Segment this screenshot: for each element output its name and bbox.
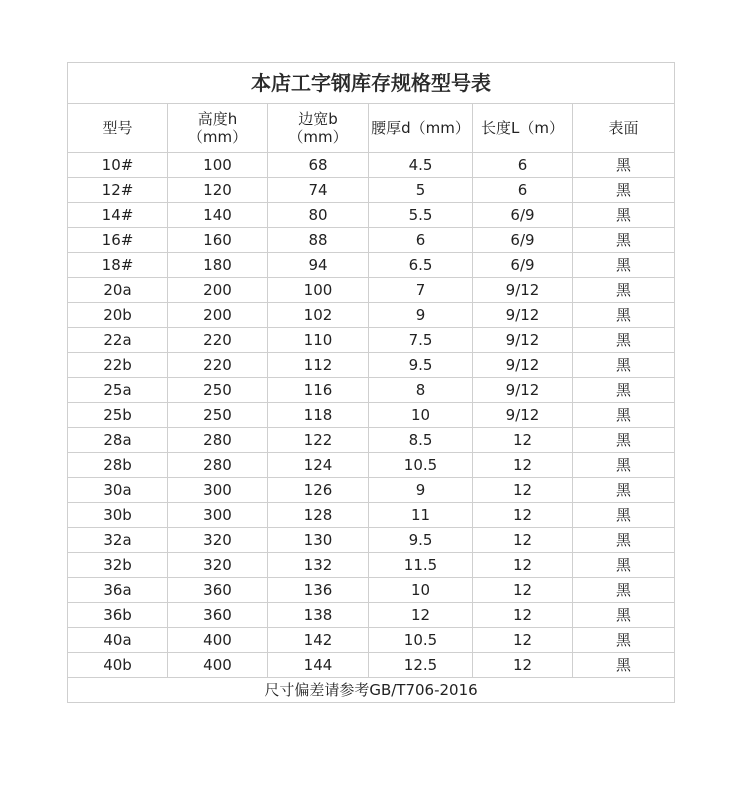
table-row — [68, 178, 675, 203]
cell-web-thickness: 9.5 — [369, 528, 473, 553]
cell-surface: 黑 — [573, 328, 675, 353]
cell-model: 32a — [68, 528, 168, 553]
cell-height: 140 — [168, 203, 268, 228]
cell-web-thickness: 8 — [369, 378, 473, 403]
cell-model: 40a — [68, 628, 168, 653]
table-row — [68, 378, 675, 403]
table-row — [68, 578, 675, 603]
table-row — [68, 353, 675, 378]
cell-model: 14# — [68, 203, 168, 228]
cell-surface: 黑 — [573, 553, 675, 578]
cell-surface: 黑 — [573, 428, 675, 453]
cell-model: 30a — [68, 478, 168, 503]
cell-flange-width: 112 — [268, 353, 369, 378]
cell-length: 9/12 — [473, 378, 573, 403]
cell-flange-width: 122 — [268, 428, 369, 453]
cell-web-thickness: 10.5 — [369, 628, 473, 653]
table-title: 本店工字钢库存规格型号表 — [68, 63, 675, 104]
header-surface-label: 表面 — [608, 119, 639, 137]
cell-length: 12 — [473, 603, 573, 628]
cell-flange-width: 116 — [268, 378, 369, 403]
cell-flange-width: 136 — [268, 578, 369, 603]
cell-length: 12 — [473, 528, 573, 553]
cell-model: 36a — [68, 578, 168, 603]
cell-web-thickness: 6 — [369, 228, 473, 253]
cell-flange-width: 142 — [268, 628, 369, 653]
cell-height: 250 — [168, 378, 268, 403]
table-row — [68, 503, 675, 528]
cell-surface: 黑 — [573, 353, 675, 378]
cell-height: 220 — [168, 328, 268, 353]
table-row — [68, 303, 675, 328]
cell-model: 20b — [68, 303, 168, 328]
cell-web-thickness: 12 — [369, 603, 473, 628]
table-row — [68, 328, 675, 353]
cell-model: 32b — [68, 553, 168, 578]
cell-length: 9/12 — [473, 328, 573, 353]
cell-model: 12# — [68, 178, 168, 203]
cell-web-thickness: 10 — [369, 403, 473, 428]
cell-web-thickness: 5.5 — [369, 203, 473, 228]
header-height-unit: （mm） — [187, 128, 248, 146]
header-model — [68, 104, 168, 153]
table-row — [68, 453, 675, 478]
cell-model: 10# — [68, 153, 168, 178]
cell-model: 36b — [68, 603, 168, 628]
header-model-label: 型号 — [102, 119, 133, 137]
cell-length: 12 — [473, 628, 573, 653]
cell-length: 12 — [473, 553, 573, 578]
cell-flange-width: 118 — [268, 403, 369, 428]
cell-length: 12 — [473, 578, 573, 603]
header-web-thickness-label: 腰厚d（mm） — [371, 119, 470, 137]
cell-surface: 黑 — [573, 478, 675, 503]
header-web-thickness — [369, 104, 473, 153]
cell-flange-width: 132 — [268, 553, 369, 578]
cell-flange-width: 94 — [268, 253, 369, 278]
cell-length: 6/9 — [473, 253, 573, 278]
cell-length: 12 — [473, 428, 573, 453]
cell-flange-width: 130 — [268, 528, 369, 553]
cell-height: 320 — [168, 553, 268, 578]
cell-height: 360 — [168, 603, 268, 628]
cell-model: 22b — [68, 353, 168, 378]
cell-surface: 黑 — [573, 278, 675, 303]
cell-surface: 黑 — [573, 228, 675, 253]
cell-web-thickness: 11 — [369, 503, 473, 528]
cell-length: 9/12 — [473, 303, 573, 328]
cell-web-thickness: 4.5 — [369, 153, 473, 178]
cell-length: 12 — [473, 503, 573, 528]
cell-flange-width: 102 — [268, 303, 369, 328]
cell-surface: 黑 — [573, 403, 675, 428]
cell-surface: 黑 — [573, 153, 675, 178]
table-row — [68, 628, 675, 653]
cell-flange-width: 110 — [268, 328, 369, 353]
header-flange-width-label: 边宽b — [298, 110, 338, 128]
cell-flange-width: 128 — [268, 503, 369, 528]
cell-height: 100 — [168, 153, 268, 178]
cell-height: 300 — [168, 503, 268, 528]
cell-length: 6/9 — [473, 203, 573, 228]
cell-web-thickness: 7.5 — [369, 328, 473, 353]
cell-flange-width: 126 — [268, 478, 369, 503]
cell-height: 280 — [168, 453, 268, 478]
cell-web-thickness: 9 — [369, 478, 473, 503]
cell-height: 320 — [168, 528, 268, 553]
header-flange-width-unit: （mm） — [288, 128, 348, 146]
cell-model: 28a — [68, 428, 168, 453]
cell-model: 28b — [68, 453, 168, 478]
header-length-label: 长度L（m） — [481, 119, 564, 137]
table-row — [68, 253, 675, 278]
cell-model: 30b — [68, 503, 168, 528]
cell-height: 360 — [168, 578, 268, 603]
table-row — [68, 278, 675, 303]
cell-height: 180 — [168, 253, 268, 278]
table-row — [68, 553, 675, 578]
cell-length: 6 — [473, 153, 573, 178]
header-height — [168, 104, 268, 153]
cell-flange-width: 100 — [268, 278, 369, 303]
cell-model: 18# — [68, 253, 168, 278]
cell-surface: 黑 — [573, 503, 675, 528]
cell-surface: 黑 — [573, 303, 675, 328]
cell-surface: 黑 — [573, 178, 675, 203]
table-row — [68, 528, 675, 553]
cell-flange-width: 138 — [268, 603, 369, 628]
cell-web-thickness: 5 — [369, 178, 473, 203]
spec-table — [67, 62, 675, 703]
cell-length: 12 — [473, 478, 573, 503]
cell-web-thickness: 9.5 — [369, 353, 473, 378]
table-row — [68, 403, 675, 428]
cell-surface: 黑 — [573, 603, 675, 628]
cell-model: 16# — [68, 228, 168, 253]
cell-height: 250 — [168, 403, 268, 428]
cell-flange-width: 74 — [268, 178, 369, 203]
header-flange-width — [268, 104, 369, 153]
header-row — [68, 104, 675, 153]
cell-web-thickness: 11.5 — [369, 553, 473, 578]
cell-surface: 黑 — [573, 203, 675, 228]
cell-web-thickness: 7 — [369, 278, 473, 303]
cell-surface: 黑 — [573, 628, 675, 653]
cell-web-thickness: 6.5 — [369, 253, 473, 278]
footer-row — [68, 678, 675, 703]
cell-web-thickness: 10.5 — [369, 453, 473, 478]
cell-flange-width: 80 — [268, 203, 369, 228]
cell-length: 9/12 — [473, 278, 573, 303]
header-length — [473, 104, 573, 153]
cell-flange-width: 144 — [268, 653, 369, 678]
cell-web-thickness: 10 — [369, 578, 473, 603]
cell-surface: 黑 — [573, 653, 675, 678]
header-surface — [573, 104, 675, 153]
cell-surface: 黑 — [573, 378, 675, 403]
cell-length: 12 — [473, 453, 573, 478]
table-body — [68, 153, 675, 678]
cell-flange-width: 88 — [268, 228, 369, 253]
cell-web-thickness: 8.5 — [369, 428, 473, 453]
cell-length: 9/12 — [473, 403, 573, 428]
cell-length: 6/9 — [473, 228, 573, 253]
table-row — [68, 653, 675, 678]
cell-height: 200 — [168, 303, 268, 328]
cell-height: 160 — [168, 228, 268, 253]
cell-height: 220 — [168, 353, 268, 378]
cell-length: 9/12 — [473, 353, 573, 378]
cell-height: 300 — [168, 478, 268, 503]
table-row — [68, 203, 675, 228]
cell-surface: 黑 — [573, 528, 675, 553]
cell-length: 12 — [473, 653, 573, 678]
cell-model: 40b — [68, 653, 168, 678]
cell-height: 400 — [168, 653, 268, 678]
cell-height: 200 — [168, 278, 268, 303]
cell-web-thickness: 12.5 — [369, 653, 473, 678]
cell-model: 25b — [68, 403, 168, 428]
cell-surface: 黑 — [573, 453, 675, 478]
cell-height: 400 — [168, 628, 268, 653]
table-row — [68, 153, 675, 178]
header-height-label: 高度h — [197, 110, 238, 128]
cell-model: 20a — [68, 278, 168, 303]
cell-model: 25a — [68, 378, 168, 403]
title-row — [68, 63, 675, 104]
cell-model: 22a — [68, 328, 168, 353]
table-row — [68, 228, 675, 253]
cell-flange-width: 68 — [268, 153, 369, 178]
cell-surface: 黑 — [573, 253, 675, 278]
cell-web-thickness: 9 — [369, 303, 473, 328]
table-row — [68, 603, 675, 628]
cell-surface: 黑 — [573, 578, 675, 603]
cell-height: 120 — [168, 178, 268, 203]
cell-flange-width: 124 — [268, 453, 369, 478]
footer-note: 尺寸偏差请参考GB/T706-2016 — [68, 678, 675, 703]
table-row — [68, 428, 675, 453]
cell-height: 280 — [168, 428, 268, 453]
cell-length: 6 — [473, 178, 573, 203]
table-row — [68, 478, 675, 503]
